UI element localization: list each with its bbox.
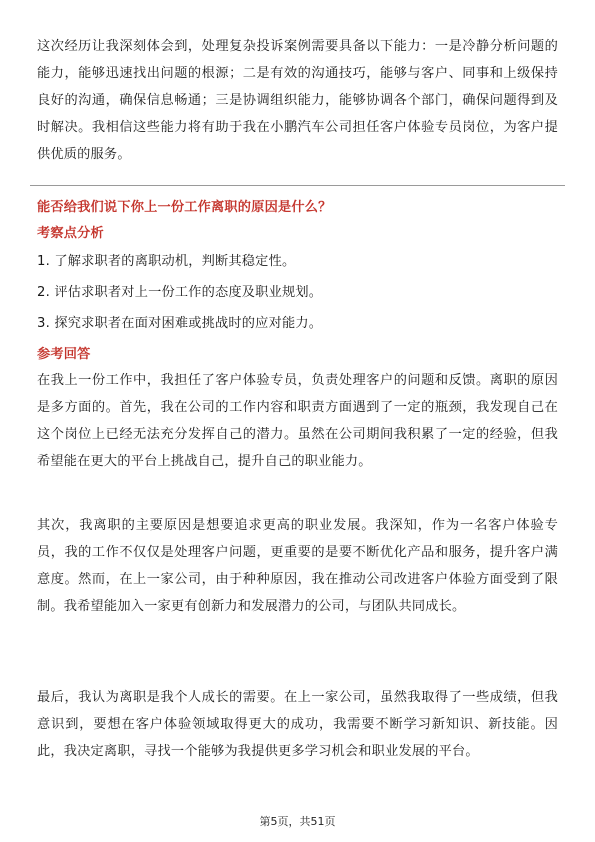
intro-paragraph: 这次经历让我深刻体会到，处理复杂投诉案例需要具备以下能力：一是冷静分析问题的能力，能够迅速找出问题的根源；二是有效的沟通技巧，能够与客户、同事和上级保持良好的沟通，确保信息畅通；三是协调组织能力，能够协调各个部门，确保问题得到及时解决。我相信这些能力将有助于我在小鹏汽车公司担任客户体验专员岗位，为客户提供优质的服务。 bbox=[37, 39, 558, 162]
answer-paragraph: 其次，我离职的主要原因是想要追求更高的职业发展。我深知，作为一名客户体验专员，我的工作不仅仅是处理客户问题，更重要的是要不断优化产品和服务，提升客户满意度。然而，在上一家公司，由于种种原因，我在推动公司改进客户体验方面受到了限制。我希望能加入一家更有创新力和发展潜力的公司，与团队共同成长。 bbox=[37, 518, 558, 614]
interview-question: 能否给我们说下你上一份工作离职的原因是什么？ bbox=[37, 200, 332, 215]
analysis-list bbox=[37, 246, 558, 339]
section-divider bbox=[30, 185, 565, 186]
page-number: 第5页，共51页 bbox=[259, 815, 336, 828]
analysis-item: 1. 了解求职者的离职动机，判断其稳定性。 bbox=[37, 254, 296, 269]
analysis-label: 考察点分析 bbox=[37, 226, 104, 241]
analysis-item: 2. 评估求职者对上一份工作的态度及职业规划。 bbox=[37, 285, 323, 300]
answer-paragraph: 最后，我认为离职是我个人成长的需要。在上一家公司，虽然我取得了一些成绩，但我意识到，要想在客户体验领域取得更大的成功，我需要不断学习新知识、新技能。因此，我决定离职，寻找一个能够为我提供更多学习机会和职业发展的平台。 bbox=[37, 690, 558, 759]
answer-label: 参考回答 bbox=[37, 347, 91, 362]
analysis-item: 3. 探究求职者在面对困难或挑战时的应对能力。 bbox=[37, 316, 323, 331]
answer-paragraph: 在我上一份工作中，我担任了客户体验专员，负责处理客户的问题和反馈。离职的原因是多方面的。首先，我在公司的工作内容和职责方面遇到了一定的瓶颈，我发现自己在这个岗位上已经无法充分发挥自己的潜力。虽然在公司期间我积累了一定的经验，但我希望能在更大的平台上挑战自己，提升自己的职业能力。 bbox=[37, 373, 558, 469]
